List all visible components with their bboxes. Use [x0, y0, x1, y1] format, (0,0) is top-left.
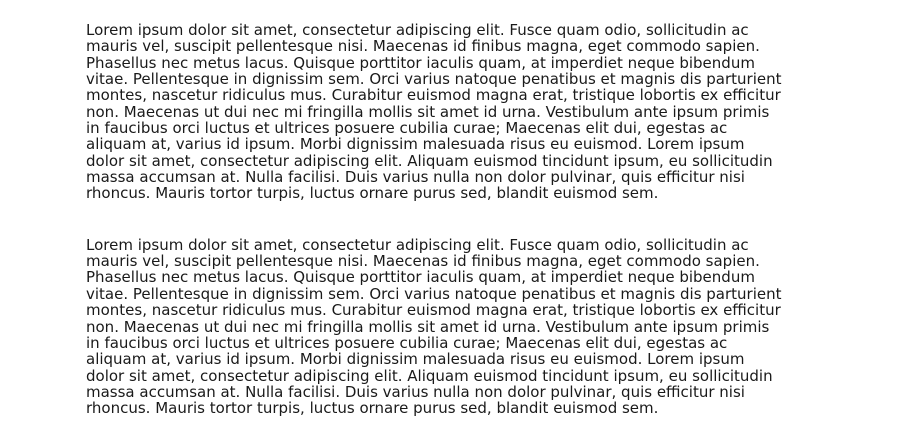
- body-paragraph: Lorem ipsum dolor sit amet, consectetur adipiscing elit. Fusce quam odio, sollicitudin ac mauris vel, suscipit pellentesque nisi. Maecenas id finibus magna, eget commodo sapien. Phasellus nec metus lacus. Quisque porttitor iaculis quam, at imperdiet neque bibendum vitae. Pellentesque in dignissim sem. Orci varius natoque penatibus et magnis dis parturient montes, nascetur ridiculus mus. Curabitur euismod magna erat, tristique lobortis ex efficitur non. Maecenas ut dui nec mi fringilla mollis sit amet id urna. Vestibulum ante ipsum primis in faucibus orci luctus et ultrices posuere cubilia curae; Maecenas elit dui, egestas ac aliquam at, varius id ipsum. Morbi dignissim malesuada risus eu euismod. Lorem ipsum dolor sit amet, consectetur adipiscing elit. Aliquam euismod tincidunt ipsum, eu sollicitudin massa accumsan at. Nulla facilisi. Duis varius nulla non dolor pulvinar, quis efficitur nisi rhoncus. Mauris tortor turpis, luctus ornare purus sed, blandit euismod sem.: [86, 21, 782, 203]
- document-body: [86, 22, 786, 417]
- body-paragraph: Lorem ipsum dolor sit amet, consectetur adipiscing elit. Fusce quam odio, sollicitudin ac mauris vel, suscipit pellentesque nisi. Maecenas id finibus magna, eget commodo sapien. Phasellus nec metus lacus. Quisque porttitor iaculis quam, at imperdiet neque bibendum vitae. Pellentesque in dignissim sem. Orci varius natoque penatibus et magnis dis parturient montes, nascetur ridiculus mus. Curabitur euismod magna erat, tristique lobortis ex efficitur non. Maecenas ut dui nec mi fringilla mollis sit amet id urna. Vestibulum ante ipsum primis in faucibus orci luctus et ultrices posuere cubilia curae; Maecenas elit dui, egestas ac aliquam at, varius id ipsum. Morbi dignissim malesuada risus eu euismod. Lorem ipsum dolor sit amet, consectetur adipiscing elit. Aliquam euismod tincidunt ipsum, eu sollicitudin massa accumsan at. Nulla facilisi. Duis varius nulla non dolor pulvinar, quis efficitur nisi rhoncus. Mauris tortor turpis, luctus ornare purus sed, blandit euismod sem.: [86, 235, 782, 418]
